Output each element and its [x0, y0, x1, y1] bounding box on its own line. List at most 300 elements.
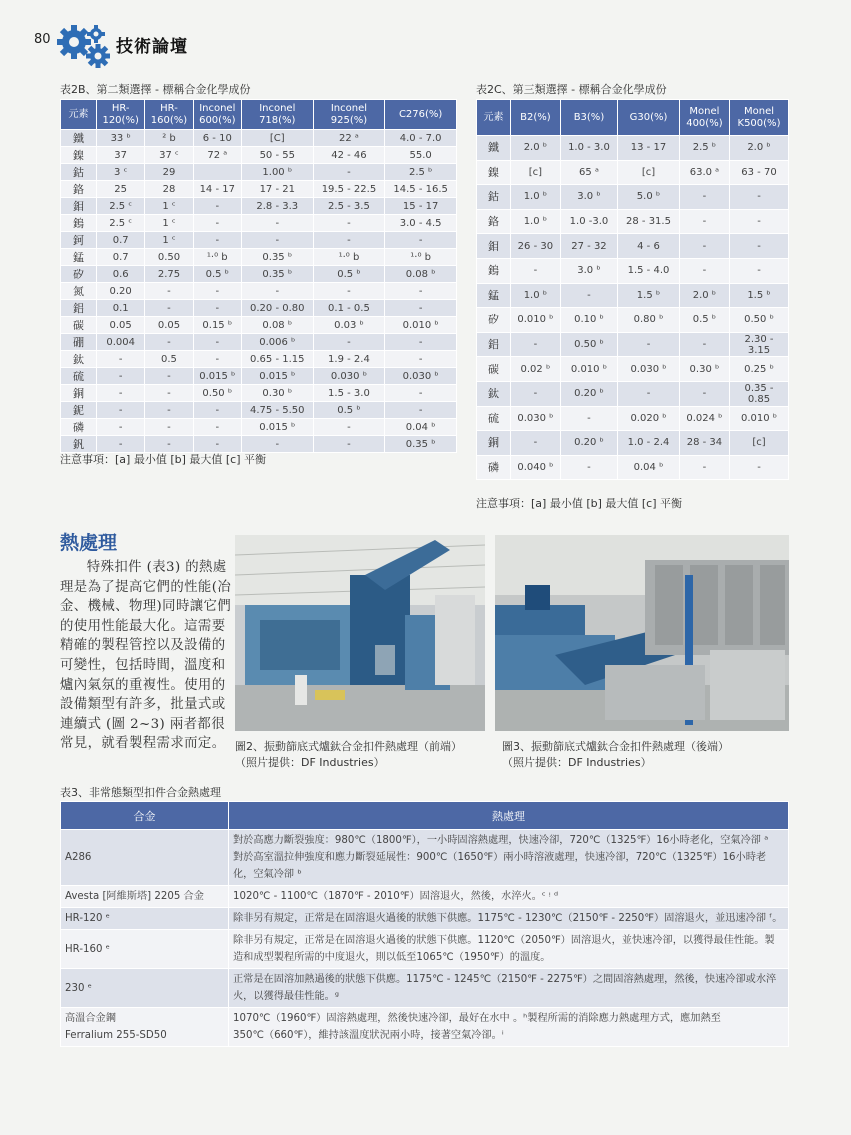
- value-cell: 0.50: [145, 249, 193, 266]
- header-cell: Inconel 925(%): [313, 100, 385, 130]
- element-cell: 鐵: [61, 130, 97, 147]
- table-row: [61, 317, 457, 334]
- treatment-cell: 除非另有規定，正常是在固溶退火過後的狀態下供應。1120℃（2050℉）固溶退火，並快速冷卻，以獲得最佳性能。製造和成型製程所需的中度退火，則以低至1065℃（1950℉）的溫度。: [229, 930, 789, 969]
- value-cell: 0.30 ᵇ: [241, 385, 313, 402]
- value-cell: -: [560, 455, 617, 480]
- element-cell: 氮: [61, 283, 97, 300]
- table-row: [477, 431, 789, 456]
- value-cell: -: [730, 455, 789, 480]
- value-cell: -: [193, 283, 241, 300]
- value-cell: 0.5 ᵇ: [313, 402, 385, 419]
- value-cell: 0.05: [97, 317, 145, 334]
- value-cell: 1.0 - 3.0: [560, 136, 617, 161]
- value-cell: -: [385, 402, 457, 419]
- value-cell: 55.0: [385, 147, 457, 164]
- table-row: [61, 215, 457, 232]
- value-cell: -: [145, 368, 193, 385]
- value-cell: -: [193, 334, 241, 351]
- table-row: [477, 234, 789, 259]
- value-cell: -: [618, 381, 680, 406]
- value-cell: ¹·⁰ b: [385, 249, 457, 266]
- treatment-cell: 正常是在固溶加熱過後的狀態下供應。1175℃ - 1245℃（2150℉ - 2275℉）之間固溶熱處理，然後，快速冷卻或水淬火，以獲得最佳性能。ᵍ: [229, 969, 789, 1008]
- value-cell: 0.7: [97, 232, 145, 249]
- value-cell: 0.35 ᵇ: [241, 249, 313, 266]
- element-cell: 鈷: [61, 164, 97, 181]
- value-cell: 1.0 -3.0: [560, 209, 617, 234]
- value-cell: 14 - 17: [193, 181, 241, 198]
- value-cell: ² b: [145, 130, 193, 147]
- table-row: [61, 930, 789, 969]
- value-cell: 1.5 - 4.0: [618, 258, 680, 283]
- value-cell: 0.5: [145, 351, 193, 368]
- value-cell: 0.04 ᵇ: [385, 419, 457, 436]
- element-cell: 磷: [61, 419, 97, 436]
- value-cell: 6 - 10: [193, 130, 241, 147]
- heat-body: 特殊扣件 (表3) 的熱處理是為了提高它們的性能(冶金、機械、物理)同時讓它們的使用性能最大化。這需要精確的製程管控以及設備的可變性，包括時間，溫度和爐內氣氛的重複性。使用的設備類型有許多，批量式或連續式 (圖 2~3) 兩者都很常見，就看製程需求而定。: [60, 560, 232, 752]
- value-cell: 28 - 31.5: [618, 209, 680, 234]
- value-cell: 29: [145, 164, 193, 181]
- value-cell: -: [241, 283, 313, 300]
- table-row: [61, 283, 457, 300]
- value-cell: 0.35 ᵇ: [241, 266, 313, 283]
- figure-3-title: 圖3、振動篩底式爐鈦合金扣件熱處理（後端）: [502, 740, 729, 753]
- section-header: 技術論壇: [116, 37, 188, 57]
- value-cell: 0.35 - 0.85: [730, 381, 789, 406]
- value-cell: -: [560, 283, 617, 308]
- figure-3-caption: [502, 739, 729, 771]
- header-cell: Monel 400(%): [679, 100, 729, 136]
- value-cell: -: [679, 234, 729, 259]
- element-cell: 銅: [61, 385, 97, 402]
- value-cell: 37: [97, 147, 145, 164]
- alloy-cell: 高溫合金鋼 Ferralium 255-SD50: [61, 1008, 229, 1047]
- element-cell: 鋁: [477, 332, 511, 357]
- value-cell: 0.50 ᵇ: [560, 332, 617, 357]
- table-row: [477, 357, 789, 382]
- value-cell: 0.10 ᵇ: [560, 308, 617, 333]
- value-cell: 28: [145, 181, 193, 198]
- header-cell: Monel K500(%): [730, 100, 789, 136]
- value-cell: -: [730, 258, 789, 283]
- value-cell: 0.25 ᵇ: [730, 357, 789, 382]
- table-row: [61, 232, 457, 249]
- header-cell: C276(%): [385, 100, 457, 130]
- element-cell: 鈷: [477, 185, 511, 210]
- value-cell: 0.20: [97, 283, 145, 300]
- value-cell: 3.0 ᵇ: [560, 185, 617, 210]
- value-cell: 1.9 - 2.4: [313, 351, 385, 368]
- treatment-cell: 除非另有規定，正常是在固溶退火過後的狀態下供應。1175℃ - 1230℃（2150℉ - 2250℉）固溶退火，並迅速冷卻 ᶠ。: [229, 908, 789, 930]
- value-cell: 3.0 - 4.5: [385, 215, 457, 232]
- figure-3-photo: [495, 535, 789, 731]
- value-cell: 0.015 ᵇ: [241, 368, 313, 385]
- header-cell: HR- 160(%): [145, 100, 193, 130]
- header-cell: B2(%): [511, 100, 561, 136]
- value-cell: 0.35 ᵇ: [385, 436, 457, 453]
- element-cell: 鎢: [61, 215, 97, 232]
- value-cell: 28 - 34: [679, 431, 729, 456]
- element-cell: 鈦: [61, 351, 97, 368]
- value-cell: -: [97, 419, 145, 436]
- value-cell: -: [313, 334, 385, 351]
- table-3-caption: 表3、非常態類型扣件合金熱處理: [60, 786, 221, 799]
- value-cell: 27 - 32: [560, 234, 617, 259]
- value-cell: -: [679, 185, 729, 210]
- value-cell: 0.02 ᵇ: [511, 357, 561, 382]
- value-cell: 0.08 ᵇ: [385, 266, 457, 283]
- element-cell: 鎳: [61, 147, 97, 164]
- value-cell: [C]: [241, 130, 313, 147]
- table-row: [477, 455, 789, 480]
- figure-2-credit: （照片提供：DF Industries）: [235, 756, 385, 769]
- value-cell: -: [193, 198, 241, 215]
- element-cell: 鋁: [61, 300, 97, 317]
- value-cell: -: [193, 351, 241, 368]
- element-cell: 硫: [477, 406, 511, 431]
- treatment-cell: 1070℃（1960℉）固溶熱處理，然後快速冷卻，最好在水中 。ʰ製程所需的消除應力熱處理方式，應加熱至350℃（660℉），維持該溫度狀況兩小時，接著空氣冷卻。ⁱ: [229, 1008, 789, 1047]
- value-cell: 4 - 6: [618, 234, 680, 259]
- value-cell: 0.50 ᵇ: [730, 308, 789, 333]
- value-cell: 3.0 ᵇ: [560, 258, 617, 283]
- figure-2-photo: [235, 535, 485, 731]
- gears-icon: [56, 22, 114, 68]
- table-row: [61, 886, 789, 908]
- header-cell: HR- 120(%): [97, 100, 145, 130]
- value-cell: 15 - 17: [385, 198, 457, 215]
- table-row: [61, 1008, 789, 1047]
- value-cell: -: [145, 334, 193, 351]
- element-cell: 硫: [61, 368, 97, 385]
- value-cell: 63 - 70: [730, 160, 789, 185]
- table-2c-caption: 表2C、第三類選擇 - 標稱合金化學成份: [476, 83, 667, 96]
- value-cell: -: [385, 232, 457, 249]
- element-cell: 鈳: [61, 232, 97, 249]
- value-cell: -: [145, 419, 193, 436]
- table-3-header-treatment: 熱處理: [229, 802, 789, 830]
- value-cell: 0.040 ᵇ: [511, 455, 561, 480]
- value-cell: 1.5 ᵇ: [730, 283, 789, 308]
- value-cell: 4.0 - 7.0: [385, 130, 457, 147]
- table-row: [61, 249, 457, 266]
- value-cell: 2.0 ᵇ: [511, 136, 561, 161]
- value-cell: -: [313, 215, 385, 232]
- alloy-cell: HR-120 ᵉ: [61, 908, 229, 930]
- table-row: [61, 385, 457, 402]
- value-cell: 0.05: [145, 317, 193, 334]
- value-cell: -: [385, 385, 457, 402]
- value-cell: 1 ᶜ: [145, 232, 193, 249]
- table-row: [61, 147, 457, 164]
- value-cell: -: [241, 436, 313, 453]
- table-row: [477, 406, 789, 431]
- value-cell: -: [97, 368, 145, 385]
- value-cell: 72 ᵃ: [193, 147, 241, 164]
- value-cell: 13 - 17: [618, 136, 680, 161]
- table-row: [477, 258, 789, 283]
- value-cell: 42 - 46: [313, 147, 385, 164]
- element-cell: 鉬: [477, 234, 511, 259]
- header-cell: Inconel 718(%): [241, 100, 313, 130]
- table-row: [61, 402, 457, 419]
- alloy-cell: A286: [61, 830, 229, 886]
- value-cell: 2.5 - 3.5: [313, 198, 385, 215]
- value-cell: 0.024 ᵇ: [679, 406, 729, 431]
- table-row: [61, 181, 457, 198]
- table-row: [61, 436, 457, 453]
- element-cell: 鉻: [477, 209, 511, 234]
- value-cell: -: [145, 436, 193, 453]
- value-cell: 0.020 ᵇ: [618, 406, 680, 431]
- table-2b-note: 注意事項：[a] 最小值 [b] 最大值 [c] 平衡: [60, 453, 267, 466]
- value-cell: -: [730, 209, 789, 234]
- header-cell: 元素: [61, 100, 97, 130]
- value-cell: -: [730, 234, 789, 259]
- value-cell: -: [679, 381, 729, 406]
- heat-title: 熱處理: [60, 532, 118, 554]
- element-cell: 鉬: [61, 198, 97, 215]
- value-cell: -: [385, 300, 457, 317]
- table-row: [61, 300, 457, 317]
- alloy-cell: HR-160 ᵉ: [61, 930, 229, 969]
- value-cell: [c]: [618, 160, 680, 185]
- value-cell: 0.030 ᵇ: [313, 368, 385, 385]
- element-cell: 鎳: [477, 160, 511, 185]
- table-3-header-alloy: 合金: [61, 802, 229, 830]
- value-cell: -: [97, 351, 145, 368]
- value-cell: -: [97, 402, 145, 419]
- value-cell: -: [145, 402, 193, 419]
- value-cell: -: [313, 436, 385, 453]
- value-cell: -: [193, 300, 241, 317]
- header-cell: B3(%): [560, 100, 617, 136]
- value-cell: 0.08 ᵇ: [241, 317, 313, 334]
- table-row: [61, 969, 789, 1008]
- value-cell: 50 - 55: [241, 147, 313, 164]
- value-cell: -: [145, 300, 193, 317]
- value-cell: -: [97, 385, 145, 402]
- table-row: [477, 332, 789, 357]
- value-cell: 0.010 ᵇ: [730, 406, 789, 431]
- value-cell: 0.50 ᵇ: [193, 385, 241, 402]
- value-cell: 0.010 ᵇ: [511, 308, 561, 333]
- header-cell: Inconel 600(%): [193, 100, 241, 130]
- figure-3-credit: （照片提供：DF Industries）: [502, 756, 652, 769]
- value-cell: -: [385, 283, 457, 300]
- table-row: [61, 419, 457, 436]
- value-cell: -: [730, 185, 789, 210]
- value-cell: 37 ᶜ: [145, 147, 193, 164]
- value-cell: [c]: [511, 160, 561, 185]
- table-row: [61, 266, 457, 283]
- value-cell: -: [313, 283, 385, 300]
- table-row: [61, 908, 789, 930]
- element-cell: 錳: [61, 249, 97, 266]
- value-cell: -: [679, 258, 729, 283]
- value-cell: 22 ᵃ: [313, 130, 385, 147]
- value-cell: 1.00 ᵇ: [241, 164, 313, 181]
- value-cell: -: [97, 436, 145, 453]
- value-cell: 2.0 ᵇ: [679, 283, 729, 308]
- table-row: [477, 136, 789, 161]
- value-cell: 2.8 - 3.3: [241, 198, 313, 215]
- table-row: [477, 308, 789, 333]
- value-cell: -: [385, 334, 457, 351]
- value-cell: 33 ᵇ: [97, 130, 145, 147]
- value-cell: -: [193, 436, 241, 453]
- table-2b: [60, 99, 457, 453]
- value-cell: 4.75 - 5.50: [241, 402, 313, 419]
- value-cell: 3 ᶜ: [97, 164, 145, 181]
- value-cell: -: [193, 215, 241, 232]
- table-row: [477, 283, 789, 308]
- value-cell: -: [313, 232, 385, 249]
- table-row: [477, 160, 789, 185]
- value-cell: 0.30 ᵇ: [679, 357, 729, 382]
- value-cell: -: [193, 419, 241, 436]
- table-2c-note: 注意事項：[a] 最小值 [b] 最大值 [c] 平衡: [476, 497, 683, 510]
- element-cell: 磷: [477, 455, 511, 480]
- alloy-cell: Avesta [阿維斯塔] 2205 合金: [61, 886, 229, 908]
- value-cell: 63.0 ᵃ: [679, 160, 729, 185]
- figure-2-caption: [235, 739, 462, 771]
- header-cell: G30(%): [618, 100, 680, 136]
- table-row: [61, 368, 457, 385]
- table-row: [61, 351, 457, 368]
- value-cell: 0.004: [97, 334, 145, 351]
- value-cell: -: [385, 351, 457, 368]
- table-row: [61, 130, 457, 147]
- value-cell: -: [618, 332, 680, 357]
- value-cell: 0.65 - 1.15: [241, 351, 313, 368]
- value-cell: 0.80 ᵇ: [618, 308, 680, 333]
- element-cell: 錳: [477, 283, 511, 308]
- page-number: 80: [34, 32, 51, 47]
- value-cell: 0.15 ᵇ: [193, 317, 241, 334]
- element-cell: 鐵: [477, 136, 511, 161]
- value-cell: -: [193, 232, 241, 249]
- value-cell: 26 - 30: [511, 234, 561, 259]
- value-cell: 14.5 - 16.5: [385, 181, 457, 198]
- value-cell: 19.5 - 22.5: [313, 181, 385, 198]
- value-cell: ¹·⁰ b: [313, 249, 385, 266]
- value-cell: 1 ᶜ: [145, 198, 193, 215]
- value-cell: 0.1: [97, 300, 145, 317]
- value-cell: 2.30 - 3.15: [730, 332, 789, 357]
- value-cell: -: [511, 332, 561, 357]
- table-2b-caption: 表2B、第二類選擇 - 標稱合金化學成份: [60, 83, 251, 96]
- value-cell: 2.5 ᵇ: [679, 136, 729, 161]
- value-cell: ¹·⁰ b: [193, 249, 241, 266]
- table-row: [61, 830, 789, 886]
- value-cell: 0.006 ᵇ: [241, 334, 313, 351]
- table-3: [60, 801, 789, 1047]
- value-cell: 25: [97, 181, 145, 198]
- element-cell: 釩: [61, 436, 97, 453]
- value-cell: 1.5 ᵇ: [618, 283, 680, 308]
- table-row: [477, 209, 789, 234]
- element-cell: 鉻: [61, 181, 97, 198]
- value-cell: 17 - 21: [241, 181, 313, 198]
- value-cell: 0.20 ᵇ: [560, 431, 617, 456]
- value-cell: 1.0 - 2.4: [618, 431, 680, 456]
- alloy-cell: 230 ᵉ: [61, 969, 229, 1008]
- value-cell: -: [679, 332, 729, 357]
- value-cell: 0.010 ᵇ: [560, 357, 617, 382]
- table-row: [61, 198, 457, 215]
- value-cell: -: [679, 209, 729, 234]
- element-cell: 銅: [477, 431, 511, 456]
- value-cell: 0.20 ᵇ: [560, 381, 617, 406]
- value-cell: 0.5 ᵇ: [193, 266, 241, 283]
- value-cell: 2.5 ᶜ: [97, 198, 145, 215]
- element-cell: 鎢: [477, 258, 511, 283]
- value-cell: -: [511, 258, 561, 283]
- element-cell: 矽: [61, 266, 97, 283]
- value-cell: 0.6: [97, 266, 145, 283]
- value-cell: -: [560, 406, 617, 431]
- value-cell: 0.030 ᵇ: [385, 368, 457, 385]
- element-cell: 鈮: [61, 402, 97, 419]
- value-cell: 0.010 ᵇ: [385, 317, 457, 334]
- value-cell: 0.1 - 0.5: [313, 300, 385, 317]
- value-cell: 2.75: [145, 266, 193, 283]
- value-cell: -: [511, 431, 561, 456]
- table-2c: [476, 99, 789, 480]
- value-cell: -: [241, 232, 313, 249]
- value-cell: -: [313, 164, 385, 181]
- table-row: [477, 381, 789, 406]
- value-cell: 2.5 ᶜ: [97, 215, 145, 232]
- element-cell: 硼: [61, 334, 97, 351]
- element-cell: 鈦: [477, 381, 511, 406]
- value-cell: 65 ᵃ: [560, 160, 617, 185]
- value-cell: -: [241, 215, 313, 232]
- value-cell: 2.0 ᵇ: [730, 136, 789, 161]
- value-cell: 1 ᶜ: [145, 215, 193, 232]
- value-cell: 0.03 ᵇ: [313, 317, 385, 334]
- table-row: [61, 164, 457, 181]
- value-cell: -: [193, 402, 241, 419]
- value-cell: 1.0 ᵇ: [511, 209, 561, 234]
- value-cell: [193, 164, 241, 181]
- table-row: [61, 334, 457, 351]
- element-cell: 矽: [477, 308, 511, 333]
- figure-2-title: 圖2、振動篩底式爐鈦合金扣件熱處理（前端）: [235, 740, 462, 753]
- header-cell: 元素: [477, 100, 511, 136]
- treatment-cell: 1020℃ - 1100℃（1870℉ - 2010℉）固溶退火，然後，水淬火。ᶜ ᵎ ᵈ: [229, 886, 789, 908]
- value-cell: 0.015 ᵇ: [241, 419, 313, 436]
- value-cell: -: [145, 283, 193, 300]
- element-cell: 碳: [61, 317, 97, 334]
- treatment-cell: 對於高應力斷裂強度：980℃（1800℉），一小時固溶熱處理，快速冷卻，720℃（1325℉）16小時老化，空氣冷卻 ᵃ 對於高室溫拉伸強度和應力斷裂延展性：900℃（1650℉）兩小時溶液處理，快速冷卻，720℃（1325℉）16小時老化，空氣冷卻 ᵇ: [229, 830, 789, 886]
- value-cell: 1.0 ᵇ: [511, 185, 561, 210]
- value-cell: 2.5 ᵇ: [385, 164, 457, 181]
- value-cell: 0.5 ᵇ: [679, 308, 729, 333]
- element-cell: 碳: [477, 357, 511, 382]
- value-cell: [c]: [730, 431, 789, 456]
- value-cell: 0.5 ᵇ: [313, 266, 385, 283]
- value-cell: -: [511, 381, 561, 406]
- value-cell: 1.5 - 3.0: [313, 385, 385, 402]
- value-cell: 0.20 - 0.80: [241, 300, 313, 317]
- value-cell: 0.015 ᵇ: [193, 368, 241, 385]
- value-cell: 0.7: [97, 249, 145, 266]
- value-cell: 0.04 ᵇ: [618, 455, 680, 480]
- value-cell: 0.030 ᵇ: [618, 357, 680, 382]
- value-cell: 1.0 ᵇ: [511, 283, 561, 308]
- value-cell: -: [313, 419, 385, 436]
- value-cell: -: [679, 455, 729, 480]
